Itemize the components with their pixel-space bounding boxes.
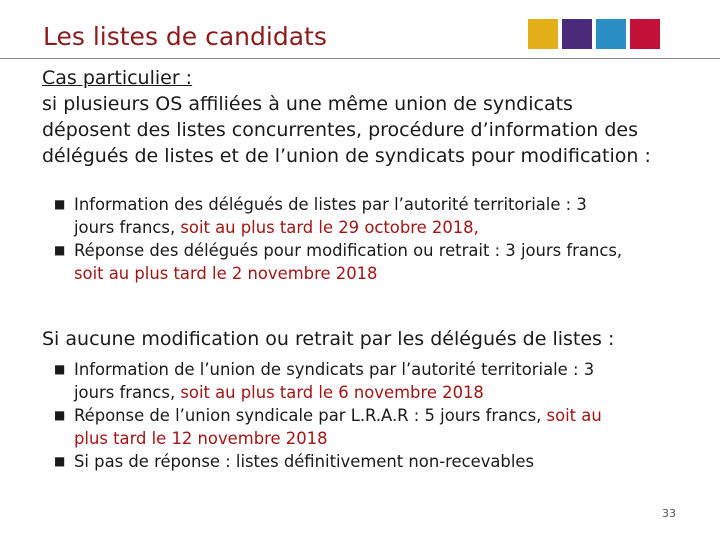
bullet-item [42, 358, 602, 381]
bullet-text: Information des délégués de listes par l’autorité territoriale : 3 [74, 195, 587, 214]
section2-bullets [42, 358, 602, 473]
bullet-text: Réponse des délégués pour modification ou retrait : 3 jours francs, [74, 241, 623, 260]
deadline-text: soit au plus tard le 6 novembre 2018 [180, 383, 484, 402]
bullet-text: Information de l’union de syndicats par l’autorité territoriale : 3 [74, 360, 595, 379]
section2-heading: Si aucune modification ou retrait par les délégués de listes : [42, 328, 615, 350]
section1-heading: Cas particulier : [42, 67, 193, 89]
section-particular-case [42, 65, 651, 169]
bullet-continuation [42, 216, 622, 239]
bullet-text: jours francs, [74, 218, 181, 237]
bullet-continuation [42, 427, 602, 450]
square-bullet-icon: ■ [54, 243, 66, 257]
deadline-text: soit au [546, 406, 602, 425]
intro-line-3: délégués de listes et de l’union de syndicats pour modification : [42, 145, 651, 167]
color-swatches [528, 19, 660, 49]
bullet-item [42, 193, 622, 216]
bullet-continuation [42, 262, 622, 285]
square-bullet-icon: ■ [54, 197, 66, 211]
section1-bullets [42, 193, 622, 285]
bullet-text: Réponse de l’union syndicale par L.R.A.R : 5 jours francs, [74, 406, 547, 425]
square-bullet-icon: ■ [54, 408, 66, 422]
slide-title: Les listes de candidats [43, 22, 327, 51]
title-divider [0, 58, 720, 59]
deadline-text: soit au plus tard le 2 novembre 2018 [74, 264, 378, 283]
bullet-item [42, 404, 602, 427]
square-bullet-icon: ■ [54, 454, 66, 468]
intro-line-1: si plusieurs OS affiliées à une même union de syndicats [42, 93, 573, 115]
deadline-text: plus tard le 12 novembre 2018 [74, 429, 328, 448]
swatch-purple [562, 19, 592, 49]
swatch-red [630, 19, 660, 49]
bullet-text: jours francs, [74, 383, 181, 402]
swatch-blue [596, 19, 626, 49]
section-no-modification [42, 326, 614, 352]
deadline-text: soit au plus tard le 29 octobre 2018, [180, 218, 479, 237]
bullet-item [42, 239, 622, 262]
bullet-continuation [42, 381, 602, 404]
page-number: 33 [662, 507, 676, 520]
bullet-text: Si pas de réponse : listes définitivement non-recevables [74, 452, 535, 471]
square-bullet-icon: ■ [54, 362, 66, 376]
swatch-yellow [528, 19, 558, 49]
intro-line-2: déposent des listes concurrentes, procédure d’information des [42, 119, 638, 141]
bullet-item [42, 450, 602, 473]
